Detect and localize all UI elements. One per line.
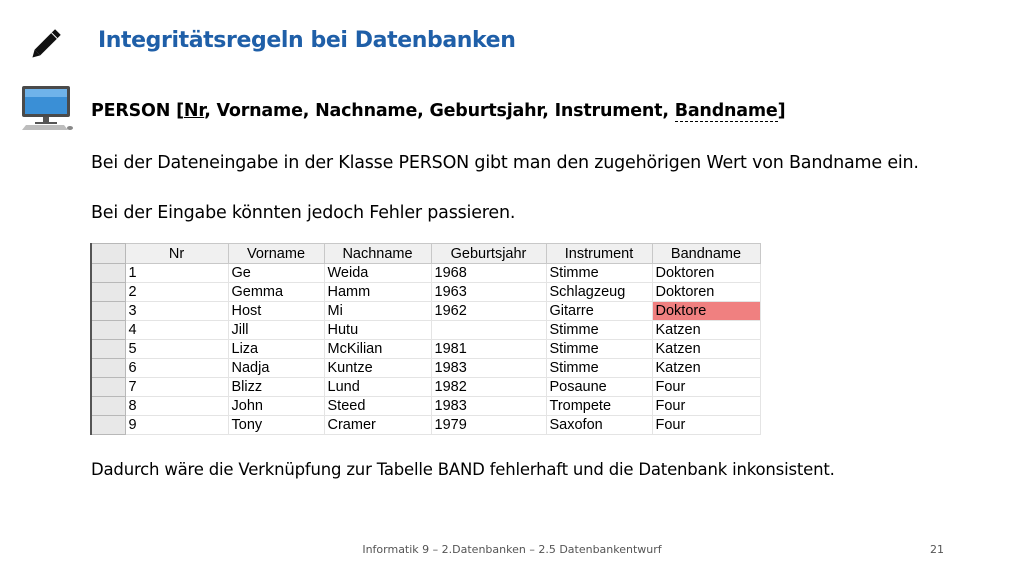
table-cell[interactable]: 9 bbox=[125, 416, 228, 435]
table-cell[interactable]: Weida bbox=[324, 264, 431, 283]
schema-definition bbox=[91, 101, 785, 121]
text-line-errors: Bei der Eingabe könnten jedoch Fehler passieren. bbox=[91, 203, 516, 223]
table-cell[interactable]: Katzen bbox=[652, 359, 760, 378]
table-row bbox=[91, 321, 760, 340]
table-cell[interactable]: Host bbox=[228, 302, 324, 321]
text-line-conclusion: Dadurch wäre die Verknüpfung zur Tabelle BAND fehlerhaft und die Datenbank inkonsistent. bbox=[91, 460, 835, 479]
table-cell[interactable]: Saxofon bbox=[546, 416, 652, 435]
table-cell[interactable]: Nadja bbox=[228, 359, 324, 378]
table-cell[interactable]: Tony bbox=[228, 416, 324, 435]
table-cell[interactable]: Doktoren bbox=[652, 264, 760, 283]
table-cell[interactable]: Four bbox=[652, 378, 760, 397]
row-header[interactable] bbox=[91, 359, 125, 378]
row-header[interactable] bbox=[91, 283, 125, 302]
schema-prefix: PERSON [ bbox=[91, 101, 184, 121]
column-header[interactable]: Vorname bbox=[228, 244, 324, 264]
table-cell[interactable]: Blizz bbox=[228, 378, 324, 397]
pencil-icon bbox=[30, 24, 66, 60]
table-cell[interactable]: Jill bbox=[228, 321, 324, 340]
table-row bbox=[91, 302, 760, 321]
table-cell[interactable]: 2 bbox=[125, 283, 228, 302]
table-cell[interactable]: Steed bbox=[324, 397, 431, 416]
computer-icon bbox=[20, 84, 74, 132]
table-cell[interactable]: Lund bbox=[324, 378, 431, 397]
table-cell[interactable]: 7 bbox=[125, 378, 228, 397]
table-cell[interactable]: Katzen bbox=[652, 321, 760, 340]
column-header[interactable]: Instrument bbox=[546, 244, 652, 264]
table-cell[interactable]: Posaune bbox=[546, 378, 652, 397]
table-header-row bbox=[91, 244, 760, 264]
row-header[interactable] bbox=[91, 416, 125, 435]
row-header[interactable] bbox=[91, 340, 125, 359]
column-header[interactable]: Geburtsjahr bbox=[431, 244, 546, 264]
table-cell[interactable]: Stimme bbox=[546, 340, 652, 359]
table-row bbox=[91, 359, 760, 378]
slide-title: Integritätsregeln bei Datenbanken bbox=[98, 28, 516, 53]
person-table bbox=[90, 243, 761, 435]
table-cell[interactable]: 1963 bbox=[431, 283, 546, 302]
table-cell[interactable]: Cramer bbox=[324, 416, 431, 435]
table-cell[interactable]: 1983 bbox=[431, 397, 546, 416]
table-cell[interactable]: Hamm bbox=[324, 283, 431, 302]
table-cell[interactable]: Mi bbox=[324, 302, 431, 321]
table-cell[interactable]: Katzen bbox=[652, 340, 760, 359]
table-cell[interactable]: 6 bbox=[125, 359, 228, 378]
table-cell[interactable]: Liza bbox=[228, 340, 324, 359]
table-cell[interactable]: 1 bbox=[125, 264, 228, 283]
primary-key: Nr bbox=[183, 101, 205, 121]
table-row bbox=[91, 378, 760, 397]
schema-attributes: , Vorname, Nachname, Geburtsjahr, Instrument, bbox=[204, 101, 675, 121]
table-cell[interactable]: Stimme bbox=[546, 359, 652, 378]
table-row bbox=[91, 397, 760, 416]
table-cell[interactable] bbox=[431, 321, 546, 340]
table-cell[interactable]: Kuntze bbox=[324, 359, 431, 378]
table-cell[interactable]: Schlagzeug bbox=[546, 283, 652, 302]
table-cell[interactable]: 4 bbox=[125, 321, 228, 340]
schema-suffix: ] bbox=[777, 101, 786, 121]
column-header[interactable]: Nachname bbox=[324, 244, 431, 264]
table-cell[interactable]: 1982 bbox=[431, 378, 546, 397]
row-header[interactable] bbox=[91, 302, 125, 321]
row-header[interactable] bbox=[91, 321, 125, 340]
table-cell[interactable]: Four bbox=[652, 397, 760, 416]
table-cell[interactable]: McKilian bbox=[324, 340, 431, 359]
table-cell[interactable]: Doktore bbox=[652, 302, 760, 321]
table-cell[interactable]: John bbox=[228, 397, 324, 416]
table-cell[interactable]: Ge bbox=[228, 264, 324, 283]
table-row bbox=[91, 283, 760, 302]
table-row bbox=[91, 416, 760, 435]
table-cell[interactable]: Hutu bbox=[324, 321, 431, 340]
table-cell[interactable]: 1968 bbox=[431, 264, 546, 283]
table-row bbox=[91, 340, 760, 359]
text-line-data-entry: Bei der Dateneingabe in der Klasse PERSON gibt man den zugehörigen Wert von Bandname ein. bbox=[91, 153, 919, 173]
column-header[interactable]: Bandname bbox=[652, 244, 760, 264]
table-row bbox=[91, 264, 760, 283]
table-cell[interactable]: Four bbox=[652, 416, 760, 435]
table-cell[interactable]: 1962 bbox=[431, 302, 546, 321]
table-cell[interactable]: 1983 bbox=[431, 359, 546, 378]
table-cell[interactable]: Gemma bbox=[228, 283, 324, 302]
table-cell[interactable]: 5 bbox=[125, 340, 228, 359]
slide-footer: Informatik 9 – 2.Datenbanken – 2.5 Datenbankentwurf bbox=[362, 543, 662, 556]
table-cell[interactable]: Stimme bbox=[546, 264, 652, 283]
row-header[interactable] bbox=[91, 397, 125, 416]
table-cell[interactable]: 1979 bbox=[431, 416, 546, 435]
corner-cell[interactable] bbox=[91, 244, 125, 264]
foreign-key: Bandname bbox=[674, 101, 778, 121]
table-cell[interactable]: Gitarre bbox=[546, 302, 652, 321]
table-cell[interactable]: 8 bbox=[125, 397, 228, 416]
row-header[interactable] bbox=[91, 378, 125, 397]
page-number: 21 bbox=[930, 543, 944, 556]
table-cell[interactable]: 1981 bbox=[431, 340, 546, 359]
table-cell[interactable]: Trompete bbox=[546, 397, 652, 416]
row-header[interactable] bbox=[91, 264, 125, 283]
column-header[interactable]: Nr bbox=[125, 244, 228, 264]
table-cell[interactable]: 3 bbox=[125, 302, 228, 321]
table-cell[interactable]: Doktoren bbox=[652, 283, 760, 302]
table-cell[interactable]: Stimme bbox=[546, 321, 652, 340]
